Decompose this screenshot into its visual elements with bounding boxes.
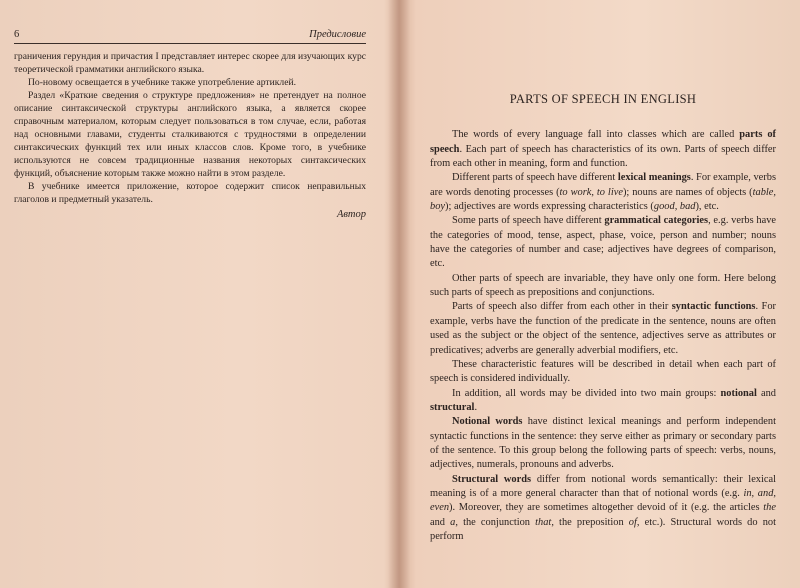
text-run: . <box>474 401 478 413</box>
term: syntactic functions <box>671 301 756 313</box>
running-head <box>14 28 366 44</box>
book-gutter <box>388 0 410 588</box>
example: to work, to live <box>559 186 623 198</box>
text-run: In addition, all words may be divided into two main groups: <box>452 387 721 399</box>
left-page <box>14 28 366 221</box>
paragraph <box>430 171 776 214</box>
text-run: have distinct lexical meanings and perform independent syntactic functions in the sentence: they serve either as primary or secondary parts of the sentence. To this group belong the following parts of speech: verbs, nouns, adjectives, numerals, pronouns and adverbs. <box>430 416 776 471</box>
term: lexical meanings <box>617 172 691 184</box>
text-run: , the conjunction <box>455 516 536 528</box>
running-head-title: Предисловие <box>309 29 366 40</box>
text-run: ), etc. <box>695 201 719 213</box>
text-run: , the preposition <box>551 516 629 528</box>
text-run: and <box>430 516 451 528</box>
text-run: and <box>756 387 776 399</box>
right-page <box>430 92 776 544</box>
text-run: The words of every language fall into classes which are called <box>452 129 740 141</box>
term: Structural words <box>452 473 532 485</box>
term: Notional words <box>452 416 523 428</box>
text-run: . For example, verbs are words denoting processes ( <box>430 172 776 198</box>
text-run: ); adjectives are words expressing characteristics ( <box>445 201 654 213</box>
page-number: 6 <box>14 29 20 40</box>
chapter-heading: PARTS OF SPEECH IN ENGLISH <box>509 92 697 106</box>
example: table, boy <box>430 186 776 213</box>
paragraph <box>430 473 776 545</box>
text-run: . For example, verbs have the function of the predicate in the sentence, nouns are often used as the subject or the object of the sentence, adjectives serve as attributes or predicatives; adverbs are generally adverbial modifiers, etc. <box>430 301 776 356</box>
paragraph <box>430 128 776 171</box>
paragraph: Раздел «Краткие сведения о структуре предложения» не претендует на полное описание синтаксической структуры английского языка, а является скорее справочным материалом, которым следует пользоваться в том случае, если, работая над основными главами, студенты сталкиваются с трудностями в определении синтаксических функций тех или иных классов слов. Кроме того, в учебнике используются не совсем традиционные названия некоторых синтаксических функций, объяснение которым также можно найти в этом разделе. <box>14 90 366 179</box>
paragraph: В учебнике имеется приложение, которое содержит список неправильных глаголов и предметный указатель. <box>14 181 366 205</box>
example: in, and, even <box>430 487 776 514</box>
paragraph: граничения герундия и причастия I представляет интерес скорее для изучающих курс теоретической грамматики английского языка. <box>14 51 366 75</box>
text-run: ). Moreover, they are sometimes altogether devoid of it (e.g. the articles <box>449 502 764 514</box>
paragraph <box>430 387 776 416</box>
term: grammatical categories <box>604 215 709 227</box>
paragraph: These characteristic features will be described in detail when each part of speech is considered individually. <box>430 358 776 385</box>
text-run: Parts of speech also differ from each other in their <box>452 301 672 313</box>
text-run: ); nouns are names of objects ( <box>622 186 753 198</box>
example: of <box>628 516 637 528</box>
text-run: . Each part of speech has characteristics of its own. Parts of speech differ from each other in meaning, form and function. <box>430 143 776 170</box>
term: notional <box>720 387 757 399</box>
author-signature: Автор <box>336 209 366 220</box>
paragraph <box>430 300 776 357</box>
paragraph <box>430 214 776 271</box>
example: a <box>450 516 456 528</box>
example: that <box>535 516 552 528</box>
term: structural <box>430 401 475 413</box>
paragraph: Other parts of speech are invariable, they have only one form. Here belong such parts of speech as prepositions and conjunctions. <box>430 272 776 299</box>
text-run: Different parts of speech have different <box>452 172 618 184</box>
text-run: , etc.). Structural words do not perform <box>430 516 776 542</box>
paragraph: По-новому освещается в учебнике также употребление артиклей. <box>28 77 297 88</box>
example: the <box>763 502 776 514</box>
example: good, bad <box>653 201 696 213</box>
paragraph <box>430 415 776 472</box>
term: parts of speech <box>430 129 777 155</box>
text-run: Some parts of speech have different <box>452 215 605 227</box>
text-run: differ from notional words semantically: their lexical meaning is of a more general character than that of notional words (e.g. <box>430 473 776 499</box>
text-run: , e.g. verbs have the categories of mood, tense, aspect, phase, voice, person and number; nouns have the categories of number and case; adjectives have degrees of comparison, etc. <box>430 215 777 270</box>
